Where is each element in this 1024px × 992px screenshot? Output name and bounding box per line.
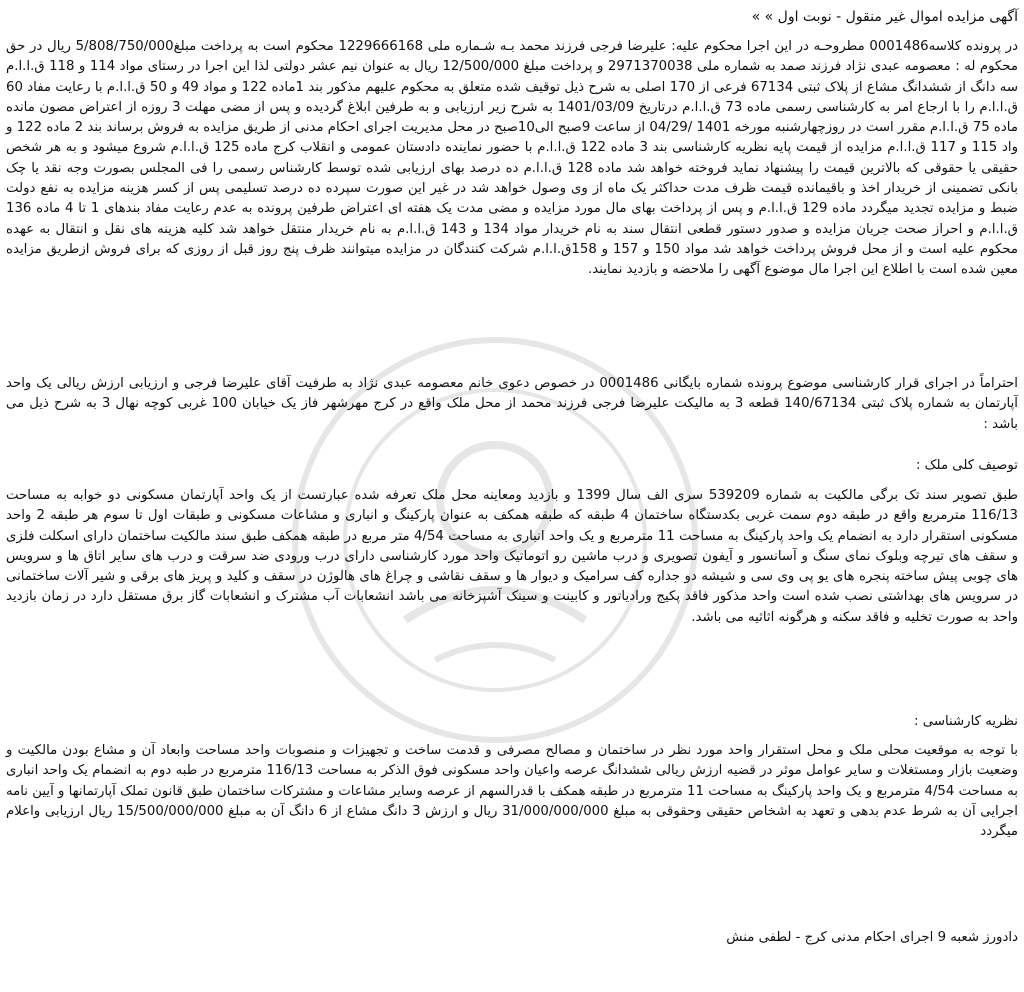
signature-line: دادورز شعبه 9 اجرای احکام مدنی کرج - لطفی منش: [726, 930, 1018, 945]
case-details-paragraph: در پرونده کلاسه0001486 مطروحـه در این اجرا محکوم علیه: علیرضا فرجی فرزند محمد بـه شـماره ملی 1229666168 محکوم است به پرداخت مبلغ5/808/750/000 ریال در حق محکوم له : معصومه عبدی نژاد فرزند صمد به شماره ملی 2971370038 و پرداخت مبلغ 12/500/000 ریال به عنوان نیم عشر دولتی لذا این اجرا در رستای مواد 114 و 118 ق.ا.ا.م سه دانگ از ششدانگ مشاع از پلاک ثبتی 67134 فرعی از 170 اصلی به شرح ذیل توقیف شده متعلق به محکوم علیهم مذکور بند 1ماده 122 و مواد 49 و 50 ق.ا.ا.م با رعایت مفاد 60 ق.ا.ا.م را با ارجاع امر به کارشناسی رسمی ماده 73 ق.ا.ا.م درتاریخ 1401/03/09 به شرح زیر ارزیابی و به طرفین ابلاغ گردیده و پس از مضی مهلت 3 روزه از اعتراض مصون مانده ماده 75 ق.ا.ا.م مقرر است در روزچهارشنبه مورخه 1401 /04/29 از ساعت 9صبح الی10صبح در محل مدیریت اجرای احکام مدنی از طریق مزایده به فروش برساند بند 2 ماده 122 و واد 115 و 117 ق.ا.ا.م مزایده از قیمت پایه نظریه کارشناسی بند 3 ماده 122 ق.ا.ا.م با حضور نماینده دادستان عمومی و انقلاب کرج ماده 125 ق.ا.ا.م شروع میشود و به هر شخص حقیقی یا حقوقی که بالاترین قیمت را پیشنهاد نماید فروخته خواهد شد ماده 128 ق.ا.ا.م ده درصد بهای ارزیابی شده توسط کارشناس رسمی را فی المجلس بصورت وجه نقد یا چک بانکی تضمینی از خریدار اخذ و باقیمانده قیمت ظرف مدت حداکثر یک ماه از وی وصول خواهد شد در غیر این صورت سپرده ده درصد تسلیمی پس از کسر هزینه مزایده به نفع دولت ضبط و مزایده تجدید میگردد ماده 129 ق.ا.ا.م و پس از پرداخت بهای مال مورد مزایده و مضی مدت یک هفته ای اعتراض طرفین پرونده به عدم رعایت مفاد بندهای 1 تا 4 ماده 136 ق.ا.ا.م و احراز صحت جریان مزایده و صدور دستور قطعی انتقال سند به نام خریدار مواد 134 و 143 ق.ا.ا.م به نام خریدار منتقل خواهد شد کلیه هزینه های نقل و انتقال به عهده محکوم علیه است و از محل فروش پرداخت خواهد شد مواد 150 و 157 و 158ق.ا.ا.م شرکت کنندگان در مزایده میتوانند ظرف پنج روز قبل از روزی که برای فروش ازطریق مزایده معین شده است با اطلاع این اجرا مال موضوع آگهی را ملاحضه و بازدید نمایند.: [6, 39, 1019, 278]
notice-title: آگهی مزایده اموال غیر منقول - نوبت اول » »: [751, 9, 1018, 25]
expert-opinion-paragraph: با توجه به موقعیت محلی ملک و محل استقرار واحد مورد نظر در ساختمان و مصالح مصرفی و قدمت ساخت و تجهیزات و منصوبات واحد مساحت وابعاد آن و مشاع بودن مالکیت و وضعیت بازار ومستغلات و سایر عوامل موثر در قضیه ارزش ریالی ششدانگ عرصه واعیان واحد مسکونی فوق الذکر به مساحت 116/13 مترمربع در طبه دوم به انضمام یک واحد انباری به مساحت 4/54 مترمربع و یک واحد پارکینگ به مساحت 11 مترمربع در طبقه همکف با قدرالسهم از عرصه وسایر مشاعات و مشترکات ساختمان طبق قانون تملک آپارتمانها و آیین نامه اجرایی آن به شرط عدم بدهی و تعهد به اشخاص حقیقی وحقوقی به مبلغ 31/000/000/000 ریال و ارزش 3 دانگ مشاع از 6 دانگ آن به مبلغ 15/500/000/000 ریال ارزیابی واعلام میگردد: [6, 743, 1019, 840]
expert-opinion-heading: نظریه کارشناسی :: [914, 714, 1018, 729]
property-description-paragraph: طبق تصویر سند تک برگی مالکیت به شماره 539209 سری الف سال 1399 و بازدید ومعاینه محل ملک تعرفه شده عبارتست از یک واحد آپارتمان مسکونی دو خوابه به مساحت 116/13 مترمربع واقع در طبقه دوم سمت غربی بکدستگاه ساختمان 4 طبقه که طبقه همکف به عنوان پارکینگ و انباری و مشاعات مسکونی و طبقات اول تا سوم هر طبقه 2 واحد مسکونی استقرار دارد به انضمام یک واحد پارکینگ به مساحت 11 مترمربع و یک واحد انباری به مساحت 4/54 متر مربع در طبقه همکف طبق سند مالکیت ساختمان دارای اسکلت فلزی و سقف های تیرچه وبلوک نمای سنگ و آسانسور و آیفون تصویری و درب ماشین رو اتوماتیک واحد مورد کارشناسی دارای درب ورودی ضد سرقت و درب های سایر اتاق ها و سرویس های چوبی پیش ساخته پنجره های یو پی وی سی و شیشه دو جداره کف سرامیک و دیوار ها و سقف نقاشی و چراغ های هالوژن در سقف و کلید و پریز های برقی و شیر آلات ساختمانی در سرویس های بهداشتی نصب شده است واحد مذکور فاقد پکیج ورادیاتور و کابینت و سینک آشپزخانه می باشد انشعابات آب مشترک و انشعابات گاز برق مستقل دارد در زمان بازدید واحد به صورت تخلیه و فاقد سکنه و هرگونه اثاثیه می باشد.: [6, 488, 1018, 625]
expert-order-paragraph: احتراماً در اجرای قرار کارشناسی موضوع پرونده شماره بایگانی 0001486 در خصوص دعوی خانم معصومه عبدی نژاد به طرفیت آقای علیرضا فرجی و ارزیابی ارزش ریالی یک واحد آپارتمان به شماره پلاک ثبتی 140/67134 قطعه 3 به مالیکت علیرضا فرجی فرزند محمد از محل ملک واقع در کرج مهرشهر فاز یک خیابان 100 غربی کوچه نهال 3 به شرح ذیل می باشد :: [6, 376, 1018, 432]
property-description-heading: توصیف کلی ملک :: [915, 458, 1018, 473]
